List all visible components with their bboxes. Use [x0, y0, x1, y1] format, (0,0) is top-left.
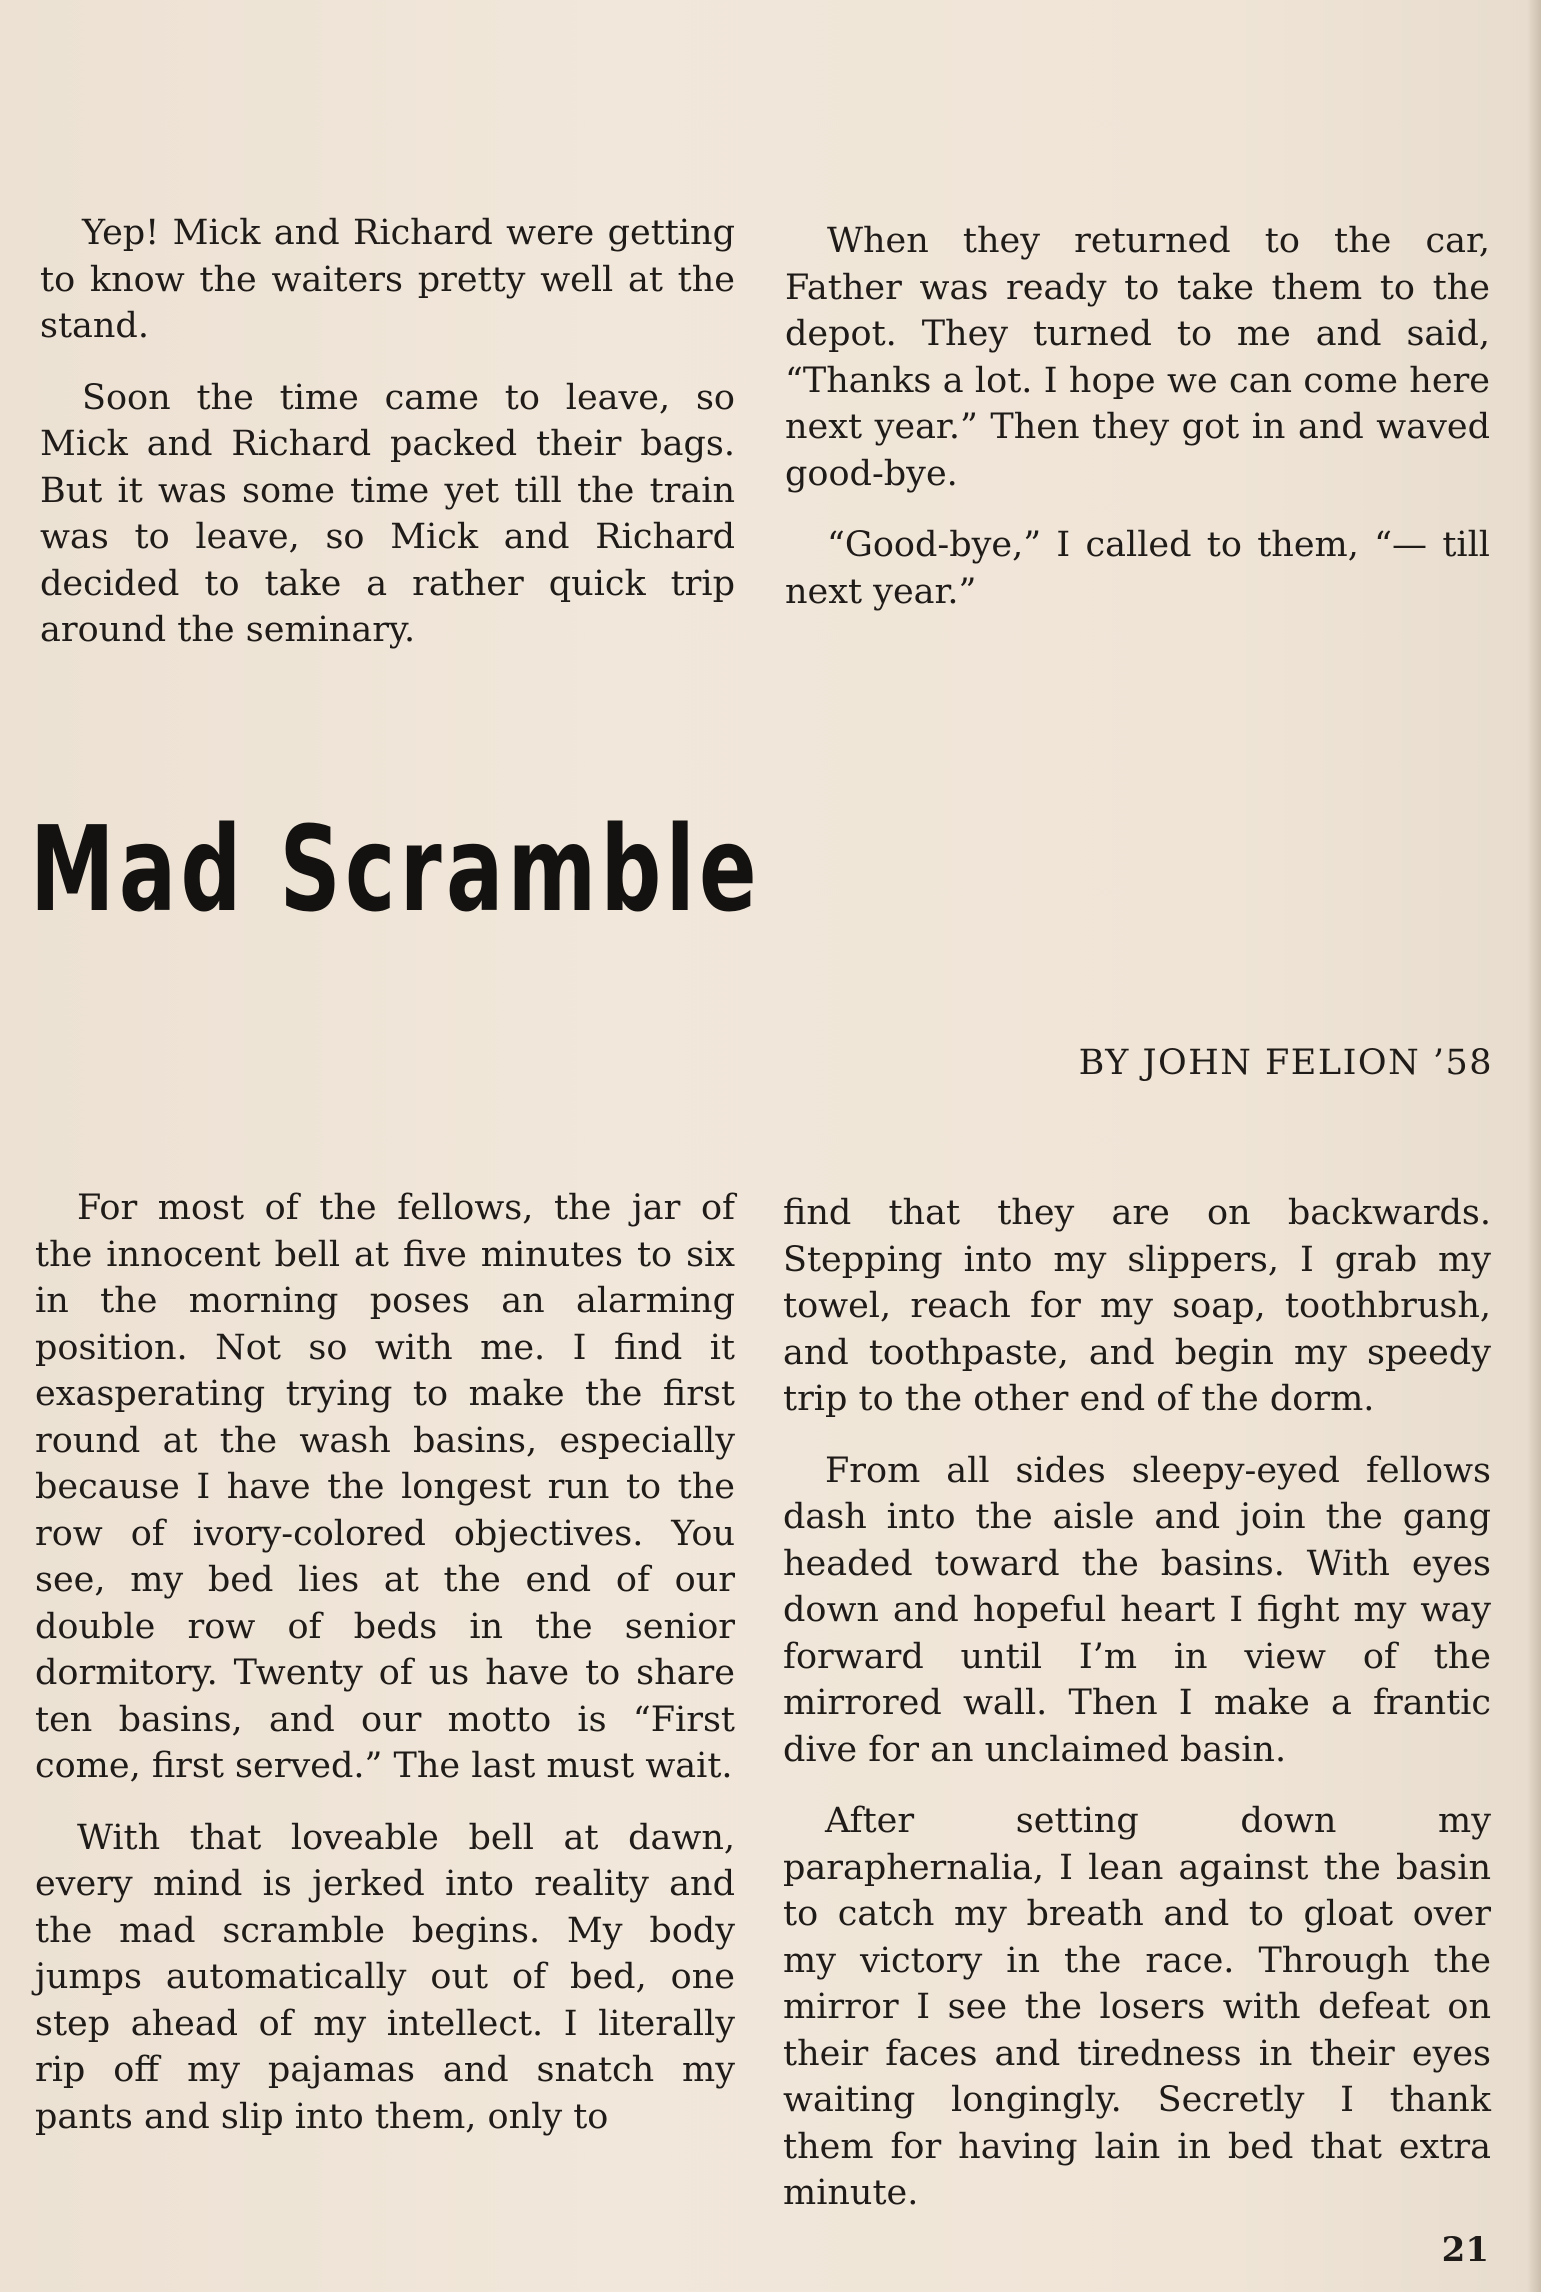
paragraph: “Good-bye,” I called to them, “— till next year.” — [785, 525, 1490, 612]
article-column-left — [35, 1185, 735, 2165]
page-edge — [1527, 0, 1541, 2292]
article-byline: BY JOHN FELION ’58 — [1078, 1043, 1493, 1083]
paragraph: From all sides sleepy-eyed fellows dash into the aisle and join the gang headed toward the basins. With eyes down and hopeful heart I fight my way forward until I’m in view of the mirrored wall. Then I make a frantic dive for an unclaimed basin. — [783, 1450, 1491, 1770]
paragraph: With that loveable bell at dawn, every mind is jerked into reality and the mad scramble begins. My body jumps automatically out of bed, one step ahead of my intellect. I literally rip off my pajamas and snatch my pants and slip into them, only to — [35, 1817, 735, 2137]
paragraph: When they returned to the car, Father was ready to take them to the depot. They turned to me and said, “Thanks a lot. I hope we can come here next year.” Then they got in and waved good-bye. — [785, 221, 1490, 494]
paragraph: find that they are on backwards. Stepping into my slippers, I grab my towel, reach for my soap, toothbrush, and toothpaste, and begin my speedy trip to the other end of the dorm. — [783, 1193, 1491, 1419]
article-title: Mad Scramble — [30, 800, 761, 938]
paragraph: Yep! Mick and Richard were getting to know the waiters pretty well at the stand. — [40, 213, 735, 346]
paragraph: Soon the time came to leave, so Mick and Richard packed their bags. But it was some time yet till the train was to leave, so Mick and Richard decided to take a rather quick trip around the seminary. — [40, 377, 735, 650]
paragraph: After setting down my paraphernalia, I lean against the basin to catch my breath and to gloat over my victory in the race. Through the mirror I see the losers with defeat on their faces and tiredness in their eyes waiting longingly. Secretly I thank them for having lain in bed that extra minute. — [783, 1801, 1491, 2213]
page-number: 21 — [1441, 2230, 1489, 2270]
article-column-right — [783, 1190, 1491, 2242]
paragraph: For most of the fellows, the jar of the innocent bell at five minutes to six in the morning poses an alarming position. Not so with me. I find it exasperating trying to make the first round at the wash basins, especially because I have the longest run to the row of ivory-colored objectives. You see, my bed lies at the end of our double row of beds in the senior dormitory. Twenty of us have to share ten basins, and our motto is “First come, first served.” The last must wait. — [35, 1188, 735, 1786]
previous-article-column-right — [785, 218, 1490, 640]
previous-article-column-left — [40, 210, 735, 679]
